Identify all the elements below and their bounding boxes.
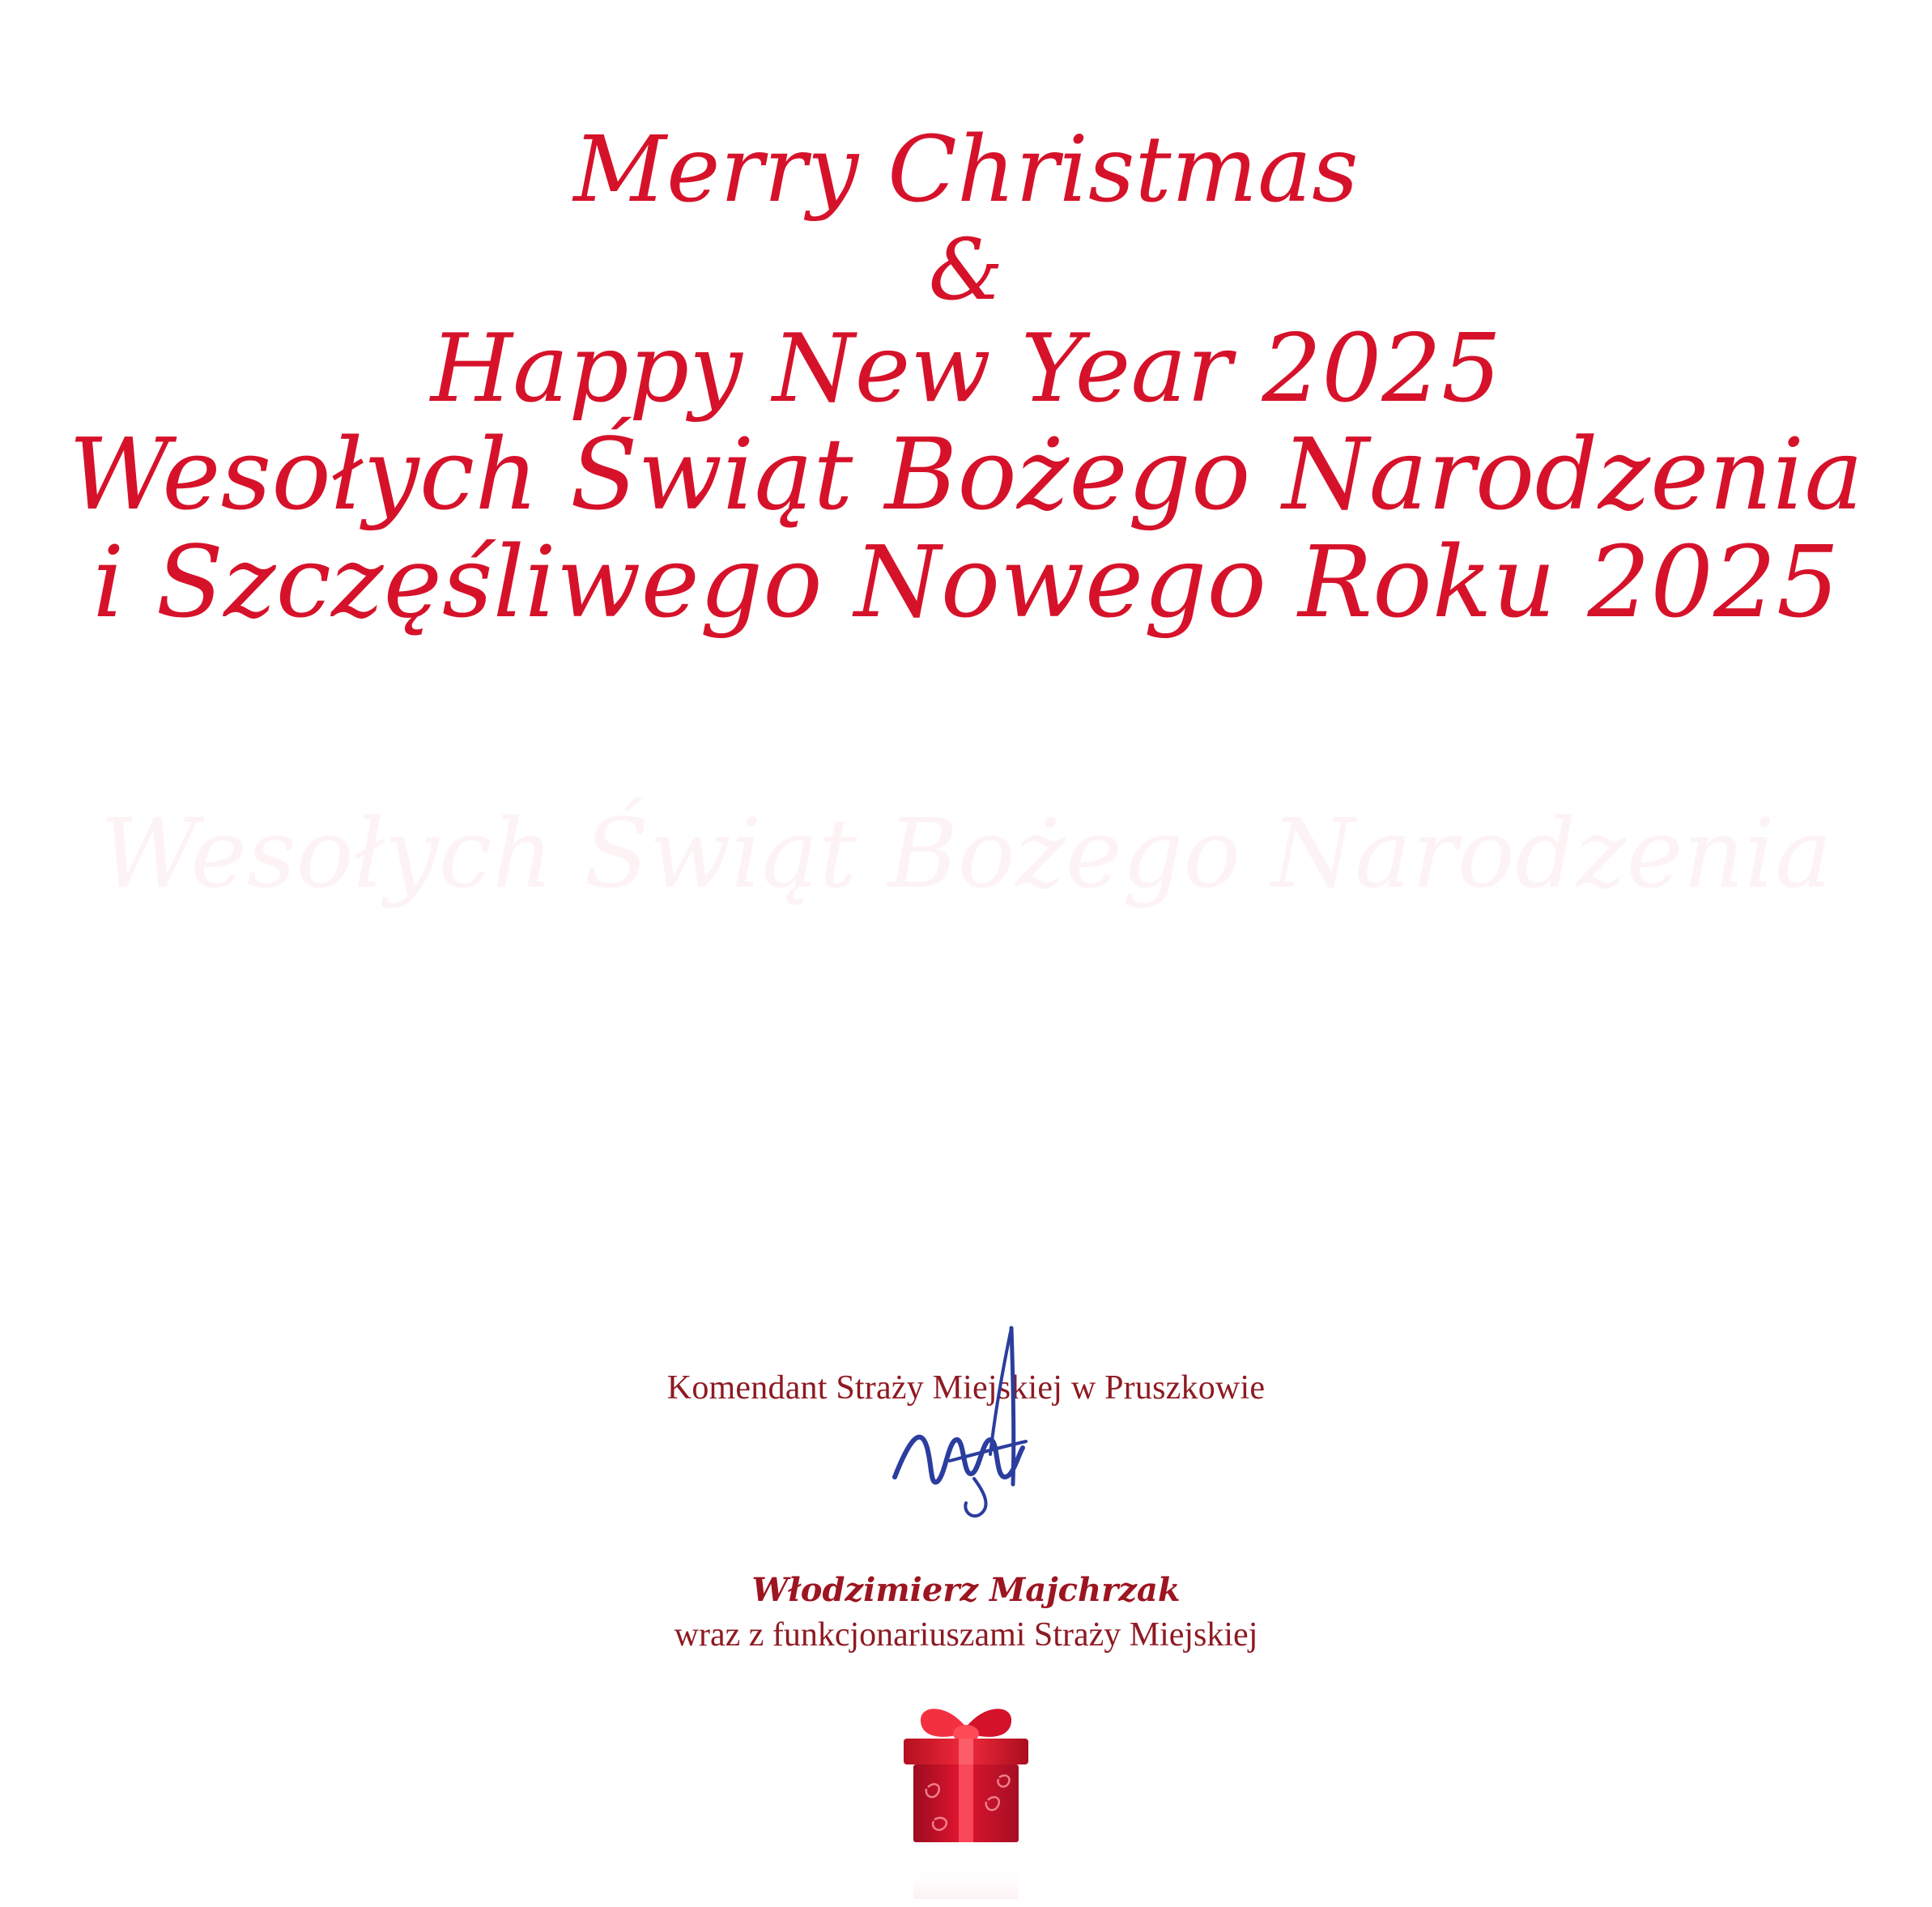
signature-scribble-icon [853, 1318, 1079, 1577]
greeting-line-wesolych-swiat: Wesołych Świąt Bożego Narodzenia [68, 416, 1864, 532]
greeting-line-happy-new-year: Happy New Year 2025 [430, 314, 1502, 424]
greeting-line-merry-christmas: Merry Christmas [573, 117, 1359, 223]
signature-block [0, 1369, 1932, 1654]
greeting-block [0, 117, 1932, 641]
watermark-text [0, 798, 1932, 909]
gift-box-icon [881, 1696, 1051, 1899]
greeting-line-ampersand: & [928, 219, 1004, 319]
signature-subtitle: wraz z funkcjonariuszami Straży Miejskiej [674, 1616, 1258, 1654]
signature-name: Włodzimierz Majchrzak [751, 1571, 1181, 1609]
signature-title: Komendant Straży Miejskiej w Pruszkowie [666, 1369, 1266, 1407]
greeting-line-szczesliwego-nowego-roku: i Szczęśliwego Nowego Roku 2025 [92, 525, 1840, 641]
signature-mark-wrapper [0, 1407, 1932, 1577]
